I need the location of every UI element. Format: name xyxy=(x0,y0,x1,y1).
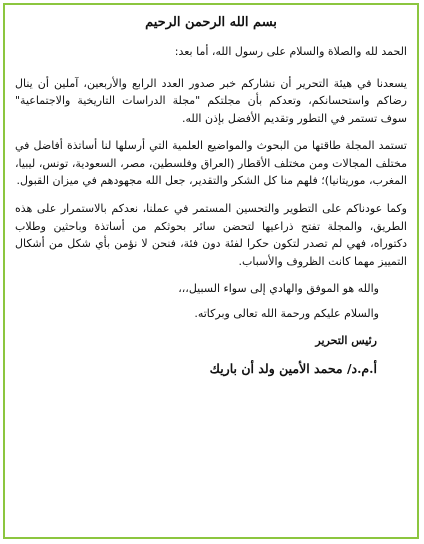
signature-title: رئيس التحرير xyxy=(315,333,377,347)
signature-name: أ.م.د/ محمد الأمين ولد أن باريك xyxy=(209,360,377,376)
closing-line-1: والله هو الموفق والهادي إلى سواء السبيل،،، xyxy=(178,282,379,296)
paragraph-1: يسعدنا في هيئة التحرير أن نشاركم خبر صدور العدد الرابع والأربعين، آملين أن ينال رضاكم واستحسانكم، وتعدكم بأن مجلتكم "مجلة الدراسات التاريخية والاجتماعية" سوف تستمر في التطور وتقديم الأفضل بإذن الله. xyxy=(15,76,407,125)
basmala-heading: بسم الله الرحمن الرحيم xyxy=(145,15,277,30)
paragraph-3: وكما عودناكم على التطوير والتحسين المستمر في عملنا، نعدكم بالاستمرار على هذه الطريق، والمجلة تفتح ذراعيها لتحضن سائر بحوثكم من أساتذة وباحثين وطلاب دكتوراه، فهي لم تصدر لتكون حكرا لفئة دون فئة، فنحن لا نؤمن بأي شكل من أشكال التمييز مهما كانت الظروف والأسباب. xyxy=(15,202,407,268)
greeting-line: الحمد لله والصلاة والسلام على رسول الله، أما بعد: xyxy=(174,45,407,58)
closing-line-2: والسلام عليكم ورحمة الله تعالى وبركاته. xyxy=(194,307,379,321)
letter-content xyxy=(15,13,407,497)
letter-page xyxy=(3,3,419,539)
paragraph-2: تستمد المجلة طاقتها من البحوث والمواضيع العلمية التي أرسلها لنا أساتذة أفاضل في مختلف المجالات ومن مختلف الأقطار (العراق وفلسطين، مصر، السعودية، تونس، ليبيا، المغرب، موريتانيا)؛ فلهم منا كل الشكر والتقدير، جعل الله مجهودهم في ميزان القبول. xyxy=(15,139,407,188)
